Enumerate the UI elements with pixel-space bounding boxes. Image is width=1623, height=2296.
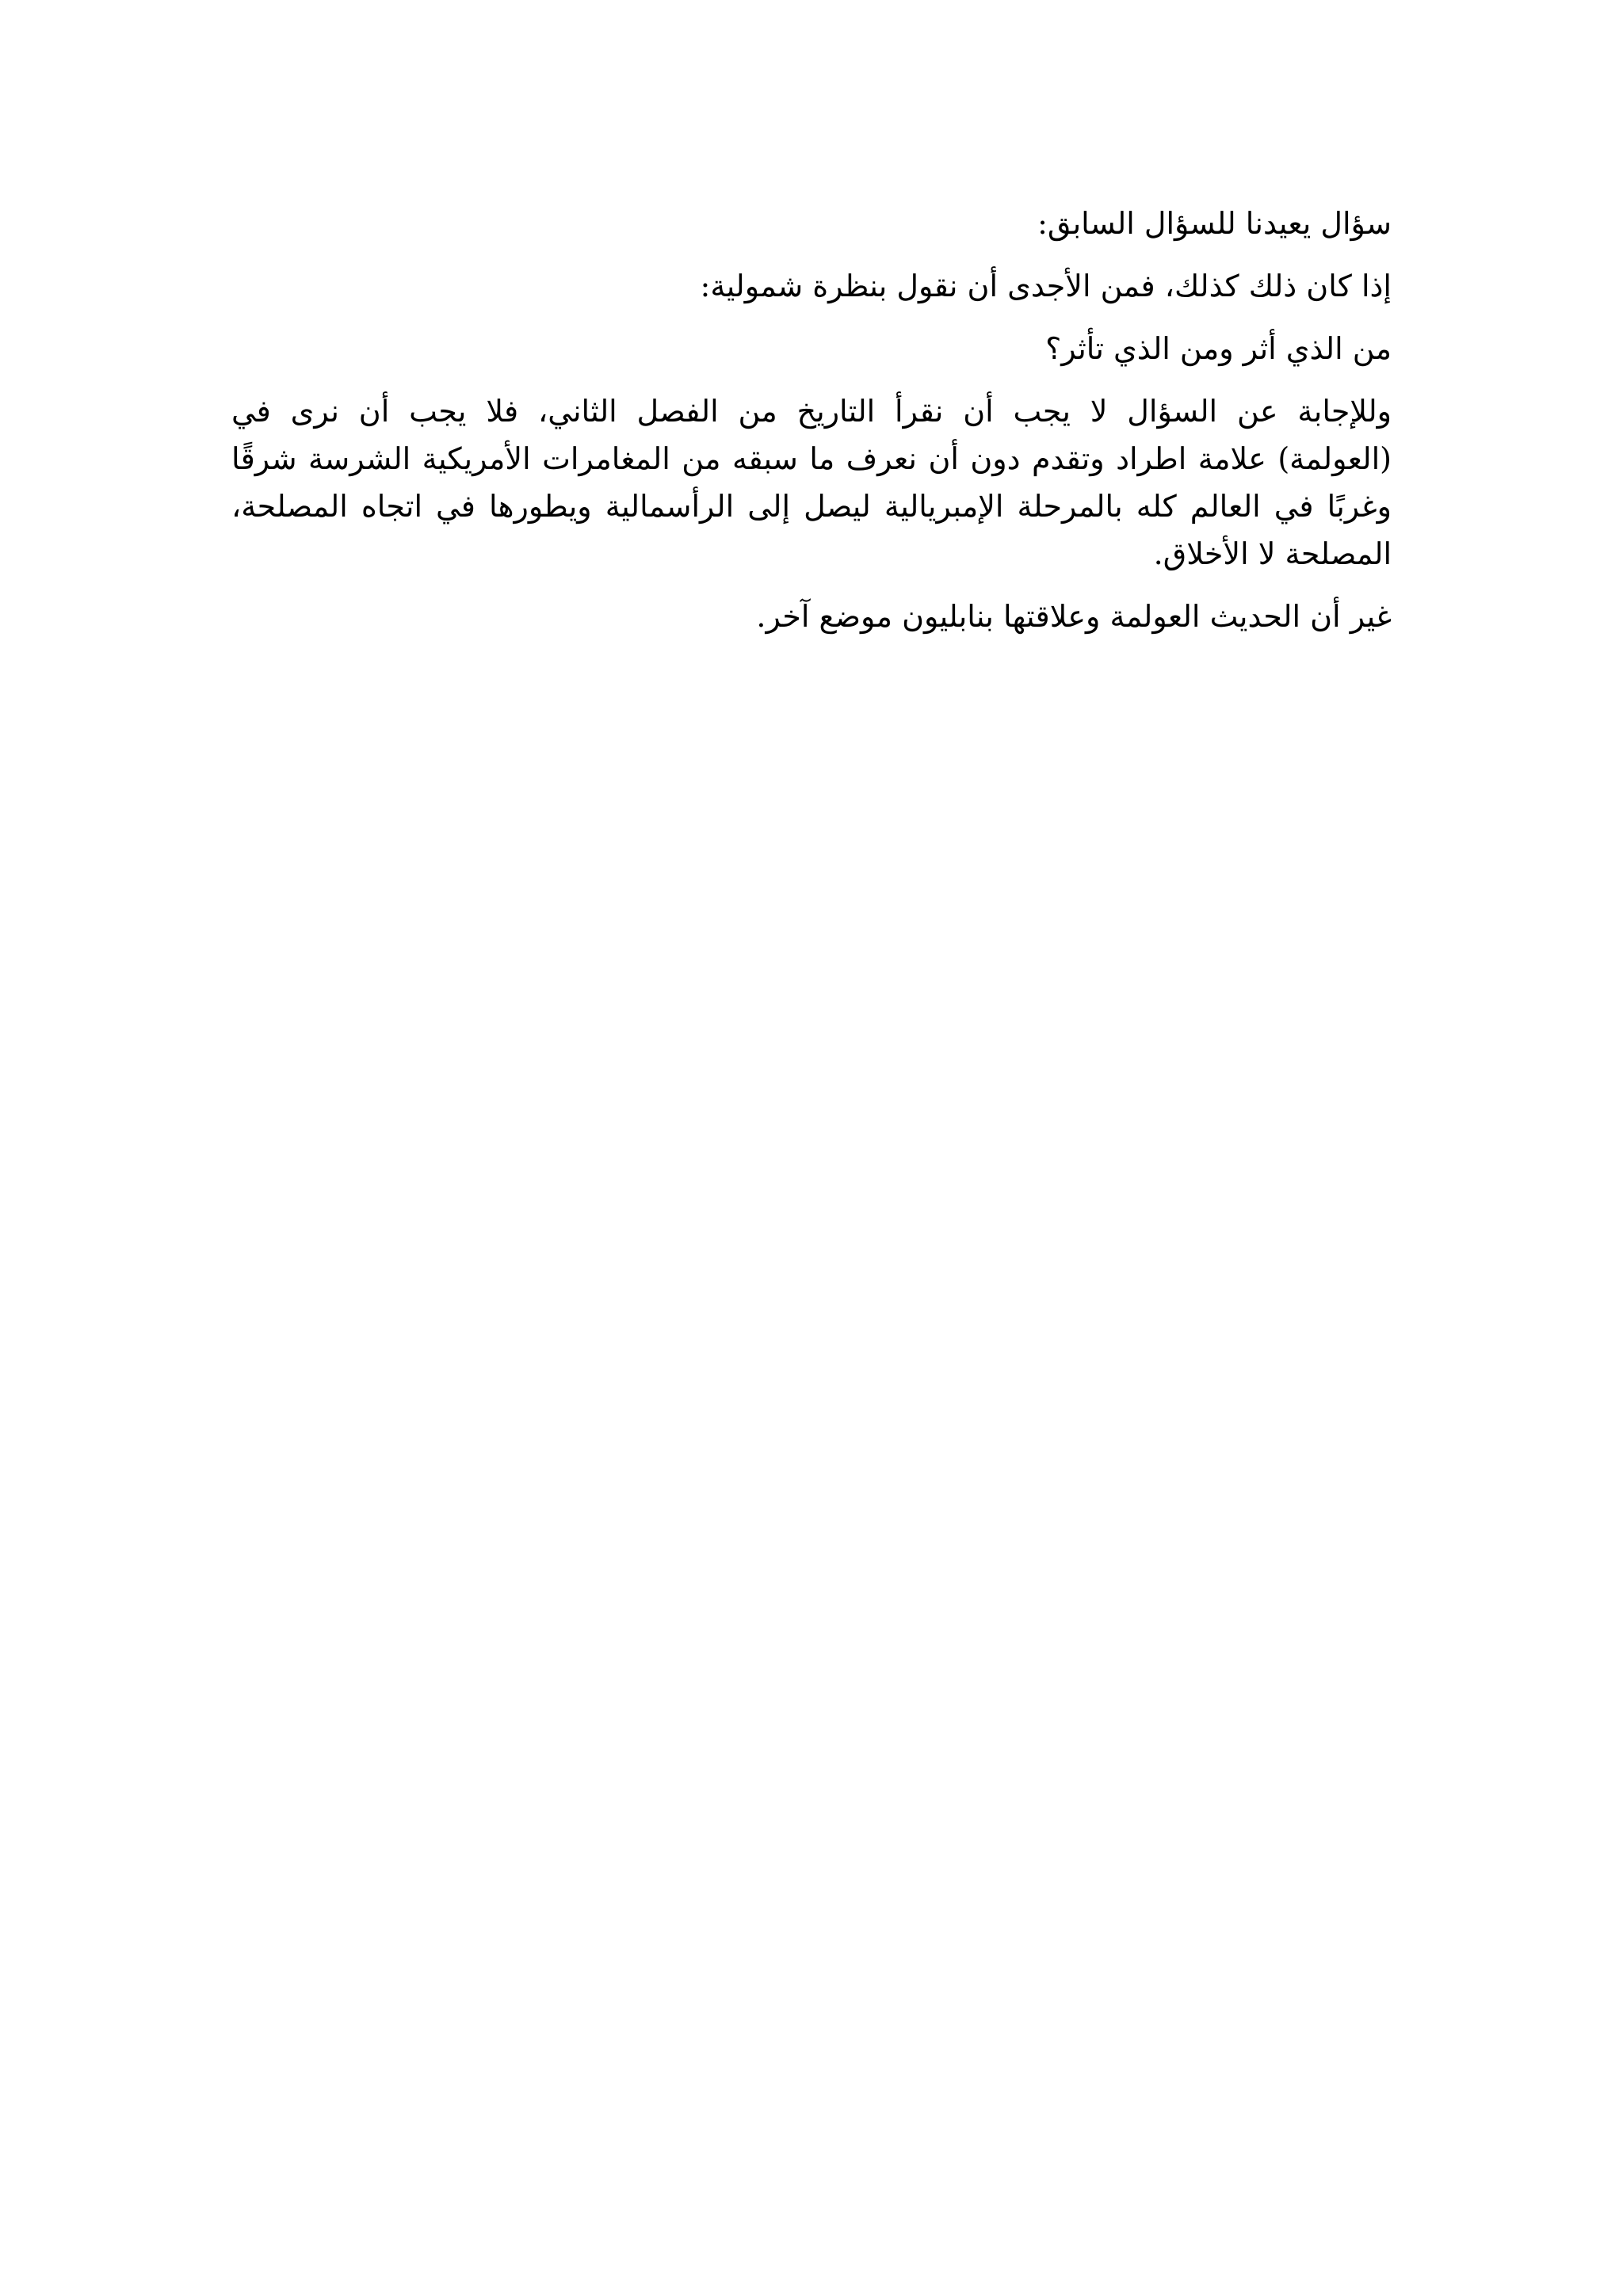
paragraph-line-1: وللإجابة عن السؤال لا يجب أن نقرأ التاريخ من الفصل الثاني، فلا يجب أن نرى في [231,394,1392,429]
text-line-question: سؤال يعيدنا للسؤال السابق: [1037,206,1392,241]
text-line-holistic: إذا كان ذلك كذلك، فمن الأجدى أن نقول بنظرة شمولية: [700,269,1392,303]
text-line-influence: من الذي أثر ومن الذي تأثر؟ [1045,331,1392,366]
paragraph-answer [231,387,1392,578]
paragraph-line-4: المصلحة لا الأخلاق. [1153,536,1392,571]
body-text [231,200,1392,640]
paragraph-line-3: وغربًا في العالم كله بالمرحلة الإمبريالية ليصل إلى الرأسمالية ويطورها في اتجاه المصلحة، [231,489,1392,524]
text-line-closing: غير أن الحديث العولمة وعلاقتها بنابليون موضع آخر. [756,599,1392,634]
paragraph-line-2: (العولمة) علامة اطراد وتقدم دون أن نعرف ما سبقه من المغامرات الأمريكية الشرسة شرقًا [231,441,1392,476]
